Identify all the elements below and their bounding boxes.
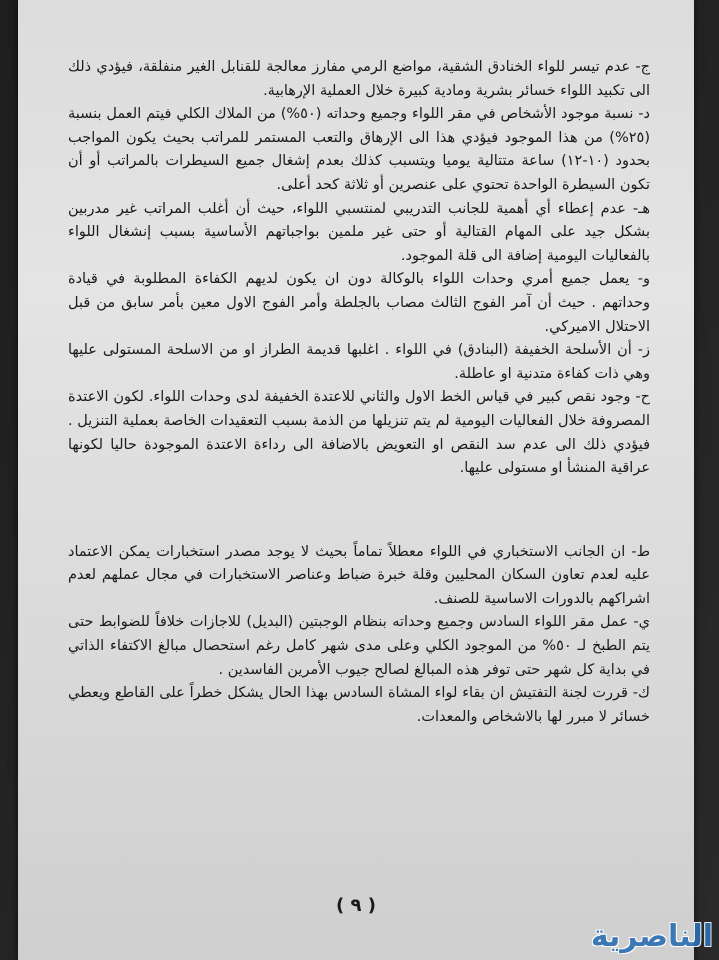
document-page bbox=[18, 0, 694, 960]
paragraph-zay: ز- أن الأسلحة الخفيفة (البنادق) في اللواء . اغلبها قديمة الطراز او من الاسلحة المستولى عليها وهي ذات كفاءة متدنية او عاطلة. bbox=[68, 342, 650, 382]
paragraph-ya: ي- عمل مقر اللواء السادس وجميع وحداته بنظام الوجبتين (البديل) للاجازات خلافاً للضوابط حتى يتم الطبخ لـ ٥٠% من الموجود الكلي وعلى مدى شهر كامل رغم استحصال مبالغ الاكتفاء الذاتي في بداية كل شهر حتى توفر هذه المبالغ لصالح جيوب الأمرين الفاسدين . bbox=[68, 614, 650, 678]
page-number: ( ٩ ) bbox=[336, 895, 376, 916]
document-body bbox=[68, 56, 650, 729]
paragraph-jeem: ج- عدم تيسر للواء الخنادق الشقية، مواضع الرمي مفارز معالجة للقنابل الغير منفلقة، فيؤدي ذلك الى تكبيد اللواء خسائر بشرية ومادية كبيرة خلال العملية الإرهابية. bbox=[68, 59, 650, 99]
paragraph-kaf: ك- قررت لجنة التفتيش ان بقاء لواء المشاة السادس بهذا الحال يشكل خطراً على القاطع ويعطي خسائر لا مبرر لها بالاشخاص والمعدات. bbox=[68, 685, 650, 725]
paragraph-waw: و- يعمل جميع أمري وحدات اللواء بالوكالة دون ان يكون لديهم الكفاءة المطلوبة في قيادة وحداتهم . حيث أن آمر الفوج الثالث مصاب بالجلطة وأمر الفوج الاول معين بأمر سابق من قبل الاحتلال الاميركي. bbox=[68, 271, 650, 335]
paragraph-tah: ط- ان الجانب الاستخباري في اللواء معطلاً تماماً بحيث لا يوجد مصدر استخبارات يمكن الاعتماد عليه لعدم تعاون السكان المحليين وقلة خبرة ضباط وعناصر الاستخبارات في مجال عملهم لعدم اشراكهم بالدورات الاساسية للصنف. bbox=[68, 543, 650, 607]
paragraph-dal: د- نسبة موجود الأشخاص في مقر اللواء وجميع وحداته (٥٠%) من الملاك الكلي فيتم العمل بنسبة (٢٥%) من هذا الموجود فيؤدي هذا الى الإرهاق والتعب المستمر للمراتب بحيث يكون المواجب بحدود (١٠-١٢) ساعة متتالية يوميا ويتسبب كذلك بعدم إشغال جميع السيطرات بالمراتب أو أن تكون السيطرة الواحدة تحتوي على عنصرين أو ثلاثة كحد أعلى. bbox=[68, 106, 650, 193]
paragraph-hah: ح- وجود نقص كبير في قياس الخط الاول والثاني للاعتدة الخفيفة لدى وحدات اللواء. لكون الاعتدة المصروفة خلال الفعاليات اليومية لم يتم تنزيلها من الذمة بسبب التعقيدات الخاصة بعملية التنزيل . فيؤدي ذلك الى عدم سد النقص او التعويض بالاضافة الى رداءة الاعتدة الموجودة حاليا لكونها عراقية المنشأ او مستولى عليها. bbox=[68, 389, 650, 477]
paragraph-ha: هـ- عدم إعطاء أي أهمية للجانب التدريبي لمنتسبي اللواء، حيث أن أغلب المراتب غير مدربين بشكل جيد على المهام القتالية أو حتى غير ملمين بواجباتهم الأساسية بسبب إنشغال اللواء بالفعاليات اليومية إضافة الى قلة الموجود. bbox=[68, 200, 650, 264]
watermark-logo: الناصرية bbox=[590, 919, 713, 954]
